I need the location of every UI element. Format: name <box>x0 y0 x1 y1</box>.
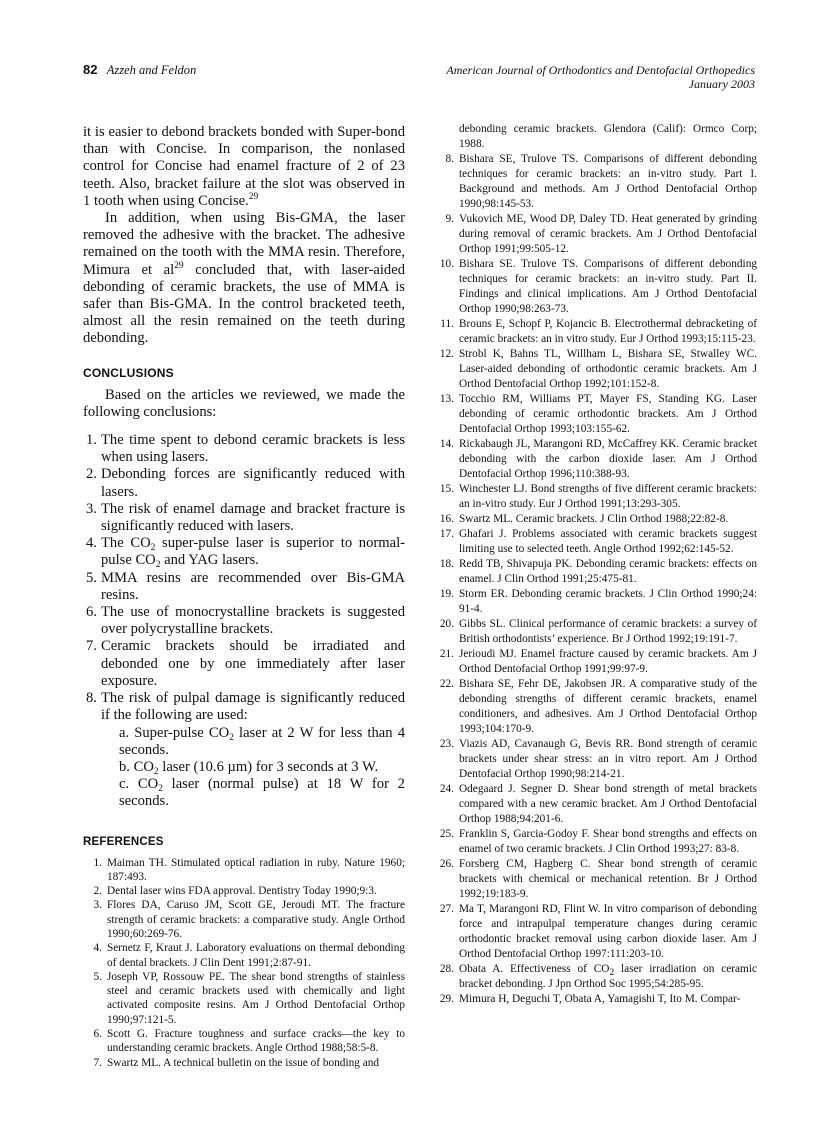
citation-superscript: 29 <box>174 260 184 271</box>
left-column <box>83 124 405 1070</box>
reference-text: Winchester LJ. Bond strengths of five different ceramic brackets: an in-vitro study. Eur J Orthod 1991;13:293-305. <box>459 483 757 510</box>
reference-item <box>437 152 757 212</box>
reference-text: Bishara SE. Trulove TS. Comparisons of different debonding techniques for ceramic brackets: an in-vitro study. Part II. Findings and clinical implications. Am J Orthod Dentofacial Orthop 1990;98:263-73. <box>459 258 757 315</box>
reference-number: 1. <box>93 856 102 869</box>
running-header-right <box>446 63 755 91</box>
item-number: 1. <box>86 432 97 449</box>
conclusion-item <box>83 570 405 604</box>
subscript: 2 <box>150 543 156 554</box>
conclusion-item <box>83 466 405 500</box>
subscript: 2 <box>158 784 163 795</box>
reference-text: Storm ER. Debonding ceramic brackets. J Clin Orthod 1990;24: 91-4. <box>459 588 757 615</box>
reference-number: 4. <box>93 942 102 955</box>
reference-number: 24. <box>439 783 454 795</box>
reference-number: 16. <box>439 513 454 525</box>
section-heading-conclusions: CONCLUSIONS <box>83 365 174 380</box>
reference-item <box>437 587 757 617</box>
reference-number: 15. <box>439 483 454 495</box>
reference-text: Odegaard J. Segner D. Shear bond strength of metal brackets compared with a new ceramic bracket. Am J Orthod Dentofacial Orthop 1988;94:201-6. <box>459 783 757 825</box>
paragraph: Based on the articles we reviewed, we made the following conclusions: <box>83 386 405 420</box>
reference-number: 13. <box>439 393 454 405</box>
reference-number: 11. <box>440 318 454 330</box>
reference-text: Obata A. Effectiveness of $CO_2$ laser irradiation on ceramic bracket debonding. J Jpn Orthod Soc 1995;54:285-95. <box>459 963 757 990</box>
reference-number: 29. <box>439 993 454 1005</box>
reference-text: Joseph VP, Rossouw PE. The shear bond strengths of stainless steel and ceramic brackets used with chemically and light activated composite resins. Am J Orthod Dentofacial Orthop 1990;97:121-5. <box>107 970 405 1026</box>
subscript: 2 <box>609 968 615 978</box>
item-number: 2. <box>86 466 97 483</box>
reference-text: Rickabaugh JL, Marangoni RD, McCaffrey KK. Ceramic bracket debonding with the carbon dioxide laser. Am J Orthod Dentofacial Orthop 1996;110:388-93. <box>459 438 757 480</box>
reference-number: 5. <box>93 970 102 983</box>
item-text: Ceramic brackets should be irradiated and debonded one by one immediately after laser exposure. <box>101 638 405 689</box>
reference-item <box>85 970 405 1027</box>
reference-text: Maiman TH. Stimulated optical radiation in ruby. Nature 1960; 187:493. <box>107 856 405 883</box>
reference-number: 23. <box>439 738 454 750</box>
issue-date: January 2003 <box>688 77 755 91</box>
reference-item <box>437 677 757 737</box>
reference-number: 14. <box>439 438 454 450</box>
conclusion-item <box>83 690 405 810</box>
conclusions-intro <box>83 387 405 421</box>
reference-number: 26. <box>439 858 454 870</box>
paragraph: In addition, when using Bis-GMA, the laser removed the adhesive with the bracket. The adhesive remained on the tooth with the MMA resin. Therefore, Mimura et $al^{29}$ concluded that, with laser-aided debonding of ceramic brackets, the use of MMA is safer than Bis-GMA. In the control bracketed teeth, almost all the resin remained on the teeth during debonding. <box>83 210 405 347</box>
reference-continuation <box>437 122 757 152</box>
reference-text: Swartz ML. A technical bulletin on the issue of bonding and <box>107 1056 380 1069</box>
reference-text: Mimura H, Deguchi T, Obata A, Yamagishi T, Ito M. Compar- <box>459 993 741 1005</box>
reference-text: Ma T, Marangoni RD, Flint W. In vitro comparison of debonding force and intrapulpal temperature changes during ceramic orthodontic bracket removal using carbon dioxide laser. Am J Orthod Dentofacial Orthop 1997:111:203-10. <box>459 903 757 960</box>
reference-number: 9. <box>445 213 454 225</box>
reference-number: 10. <box>439 258 454 270</box>
reference-text: Tocchio RM, Williams PT, Mayer FS, Standing KG. Laser debonding of ceramic orthodontic brackets. Am J Orthod Dentofacial Orthop 1993;103:155-62. <box>459 393 757 435</box>
reference-item <box>437 212 757 257</box>
reference-number: 19. <box>439 588 454 600</box>
reference-text: Ghafari J. Problems associated with ceramic brackets suggest limiting use to selected teeth. Angle Orthod 1992;62:145-52. <box>459 528 757 555</box>
reference-text: Redd TB, Shivapuja PK. Debonding ceramic brackets: effects on enamel. J Clin Orthod 1991;25:475-81. <box>459 558 757 585</box>
reference-item <box>437 437 757 482</box>
reference-item <box>437 857 757 902</box>
citation-superscript: 29 <box>248 191 259 202</box>
reference-item <box>437 527 757 557</box>
subscript: 2 <box>155 560 161 571</box>
reference-number: 17. <box>439 528 454 540</box>
page-number: 82 <box>83 62 98 77</box>
reference-item <box>437 737 757 782</box>
reference-number: 7. <box>93 1056 102 1069</box>
reference-item <box>85 941 405 970</box>
reference-item <box>437 557 757 587</box>
section-heading-references: REFERENCES <box>83 835 164 848</box>
subscript: 2 <box>229 732 234 743</box>
reference-item <box>437 617 757 647</box>
conclusion-item <box>83 535 405 569</box>
item-text: MMA resins are recommended over Bis-GMA resins. <box>101 569 405 603</box>
reference-text: Bishara SE, Fehr DE, Jakobsen JR. A comparative study of the debonding strengths of different ceramic brackets, enamel conditioners, and adhesives. Am J Orthod Dentofacial Orthop 1993;104:170-9. <box>459 678 757 735</box>
reference-text: Flores DA, Caruso JM, Scott GE, Jeroudi MT. The fracture strength of ceramic brackets: a comparative study. Angle Orthod 1990;60:269-76. <box>107 899 405 940</box>
paragraph: it is easier to debond brackets bonded with Super-bond than with Concise. In comparison, the nonlased control for Concise had enamel fracture of 2 of 23 teeth. Also, bracket failure at the slot was observed in 1 tooth when using Concise.$^{29}$ <box>83 124 405 209</box>
running-authors: Azzeh and Feldon <box>106 63 197 77</box>
conclusion-item <box>83 501 405 535</box>
reference-item <box>85 898 405 941</box>
reference-text: Strobl K, Bahns TL, Willham L, Bishara SE, Stwalley WC. Laser-aided debonding of orthodontic ceramic brackets. Am J Orthod Dentofacial Orthop 1992;101:152-8. <box>459 348 757 390</box>
reference-number: 6. <box>93 1028 102 1041</box>
reference-number: 3. <box>93 899 102 912</box>
reference-number: 21. <box>439 648 454 660</box>
reference-item <box>437 317 757 347</box>
reference-text: Dental laser wins FDA approval. Dentistry Today 1990;9:3. <box>107 885 377 898</box>
reference-item <box>437 962 757 992</box>
reference-text: Gibbs SL. Clinical performance of ceramic brackets: a survey of British orthodontists’ experience. Br J Orthod 1992;19:191-7. <box>459 618 757 645</box>
item-number: 6. <box>86 604 97 621</box>
conclusion-item <box>83 432 405 466</box>
reference-number: 18. <box>439 558 454 570</box>
reference-number: 28. <box>439 963 454 975</box>
conclusion-item <box>83 638 405 690</box>
reference-item <box>437 392 757 437</box>
reference-item <box>437 992 757 1007</box>
reference-item <box>437 347 757 392</box>
conclusions-list <box>83 432 405 810</box>
reference-item <box>437 647 757 677</box>
reference-item <box>437 512 757 527</box>
item-text: The use of monocrystalline brackets is suggested over polycrystalline brackets. <box>101 604 405 638</box>
reference-number: 22. <box>439 678 454 690</box>
item-text: Debonding forces are significantly reduced with lasers. <box>101 466 405 500</box>
reference-item <box>85 1056 405 1070</box>
reference-text: Scott G. Fracture toughness and surface cracks—the key to understanding ceramic brackets. Angle Orthod 1988;58:5-8. <box>107 1028 405 1055</box>
item-number: 4. <box>86 535 97 552</box>
reference-text: Franklin S, Garcia-Godoy F. Shear bond strengths and effects on enamel of two ceramic brackets. J Clin Orthod 1993;27: 83-8. <box>459 828 757 855</box>
reference-number: 27. <box>439 903 454 915</box>
intro-text <box>83 124 405 348</box>
reference-text: debonding ceramic brackets. Glendora (Calif): Ormco Corp; 1988. <box>459 123 757 150</box>
conclusion-subitem: b. $CO_2$ laser (10.6 µm) for 3 seconds at 3 W. <box>119 758 379 777</box>
reference-item <box>85 1027 405 1056</box>
references-list-left <box>85 856 405 1070</box>
reference-number: 12. <box>439 348 454 360</box>
reference-text: Bishara SE, Trulove TS. Comparisons of different debonding techniques for ceramic brackets: an in-vitro study. Part I. Background and methods. Am J Orthod Dentofacial Orthop 1990;98:145-53. <box>459 153 757 210</box>
reference-number: 2. <box>93 885 102 898</box>
reference-item <box>437 257 757 317</box>
reference-text: Brouns E, Schopf P, Kojancic B. Electrothermal debracketing of ceramic brackets: an in vitro study. Eur J Orthod 1993;15:115-23. <box>459 318 757 345</box>
item-number: 8. <box>86 690 97 707</box>
reference-item <box>85 856 405 885</box>
item-number: 3. <box>86 500 97 517</box>
reference-item <box>437 482 757 512</box>
subscript: 2 <box>153 766 159 777</box>
reference-number: 8. <box>445 153 454 165</box>
journal-title: American Journal of Orthodontics and Dentofacial Orthopedics <box>446 63 755 77</box>
item-text: The risk of enamel damage and bracket fracture is significantly reduced with lasers. <box>101 500 405 535</box>
item-number: 5. <box>86 569 97 586</box>
reference-text: Sernetz F, Kraut J. Laboratory evaluations on thermal debonding of dental brackets. J Clin Dent 1991;2:87-91. <box>107 942 405 969</box>
reference-number: 25. <box>439 828 454 840</box>
conclusion-item <box>83 604 405 638</box>
references-list-right <box>437 122 757 1007</box>
item-text: The $CO_2$ super-pulse laser is superior to normal-pulse $CO_2$ and YAG lasers. <box>101 535 405 571</box>
running-header-left <box>83 62 196 78</box>
conclusion-subitem: c. $CO_2$ laser (normal pulse) at 18 W for 2 seconds. <box>119 776 405 810</box>
reference-item <box>85 884 405 898</box>
conclusion-subitem: a. Super-pulse $CO_2$ laser at 2 W for less than 4 seconds. <box>119 724 405 758</box>
reference-text: Jerioudi MJ. Enamel fracture caused by ceramic brackets. Am J Orthod Dentofacial Orthop 1991;99:97-9. <box>459 648 757 675</box>
reference-text: Swartz ML. Ceramic brackets. J Clin Orthod 1988;22:82-8. <box>459 513 729 525</box>
reference-text: Viazis AD, Cavanaugh G, Bevis RR. Bond strength of ceramic brackets under shear stress: an in vitro report. Am J Orthod Dentofacial Orthop 1990;98:214-21. <box>459 738 757 780</box>
item-text: The time spent to debond ceramic brackets is less when using lasers. <box>101 432 405 466</box>
reference-text: Vukovich ME, Wood DP, Daley TD. Heat generated by grinding during removal of ceramic brackets. Am J Orthod Dentofacial Orthop 1991;99:505-12. <box>459 213 757 255</box>
reference-number: 20. <box>439 618 454 630</box>
conclusion-subitems <box>101 725 405 811</box>
item-text: The risk of pulpal damage is significantly reduced if the following are used: <box>101 690 405 724</box>
reference-item <box>437 827 757 857</box>
reference-text: Forsberg CM, Hagberg C. Shear bond strength of ceramic brackets with chemical or mechanical retention. Br J Orthod 1992;19:183-9. <box>459 858 757 900</box>
reference-item <box>437 782 757 827</box>
reference-item <box>437 902 757 962</box>
item-number: 7. <box>86 638 97 655</box>
